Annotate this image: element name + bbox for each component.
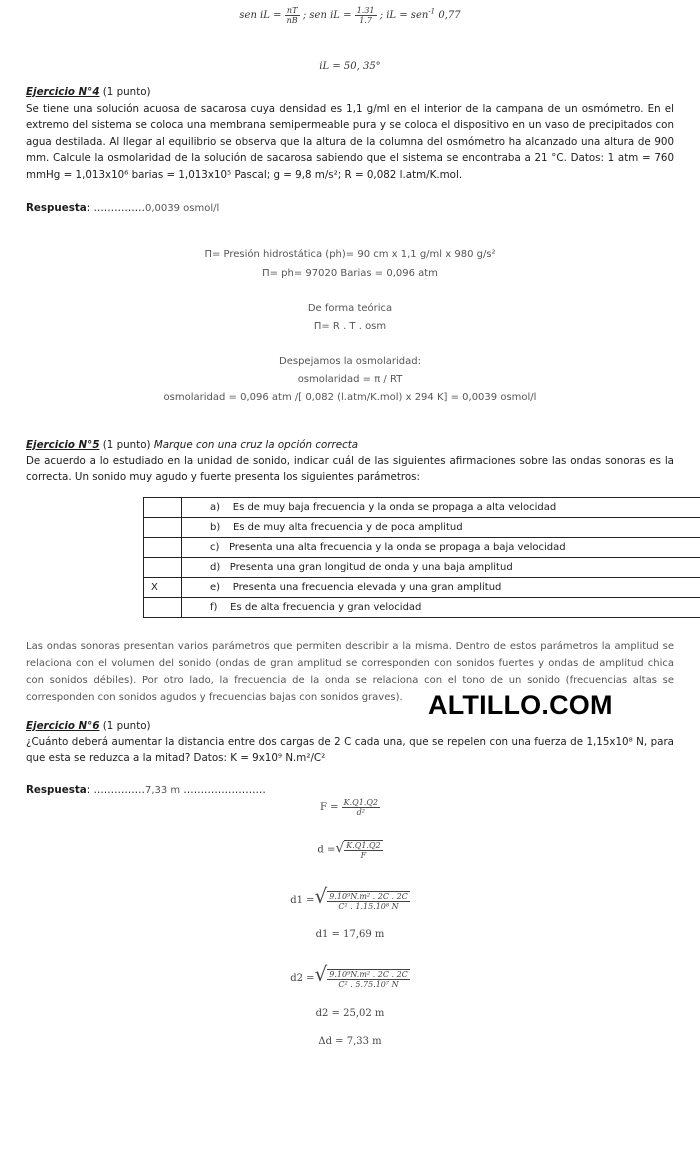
formula-text: ; iL = sen bbox=[379, 10, 429, 21]
answer-value: 0,0039 osmol/l bbox=[144, 203, 220, 214]
formula-lhs: d1 = bbox=[290, 895, 315, 906]
option-label: Presenta una gran longitud de onda y una baja amplitud bbox=[229, 562, 513, 573]
result-d1: d1 = 17,69 m bbox=[315, 929, 385, 940]
exercise-4-body: Se tiene una solución acuosa de sacarosa cuya densidad es 1,1 g/ml en el interior de la campana de un osmómetro. En el extremo del sistema se coloca una membrana semipermeable pura y se coloca el dispositivo en un vaso de precipitados con agua destilada. Al llegar al equilibrio se observa que la altura de la columna del osmómetro ha alcanzado una altura de 900 mm. Calcule la osmolaridad de la solución de sacarosa sabiendo que el sistema se encontraba a 21 °C. Datos: 1 atm = 760 mmHg = 1,013x10⁶ barias = 1,013x10⁵ Pascal; g = 9,8 m/s²; R = 0,082 l.atm/K.mol. bbox=[26, 103, 674, 181]
answer-dots: …………………… bbox=[180, 784, 266, 796]
fraction-numerator: K.Q1.Q2 bbox=[343, 798, 379, 807]
option-row[interactable] bbox=[144, 558, 700, 578]
option-letter: c) bbox=[210, 542, 220, 553]
option-row[interactable] bbox=[144, 578, 700, 598]
work-line: De forma teórica bbox=[307, 303, 393, 314]
formula-lhs: d = bbox=[317, 844, 336, 856]
work-line: Despejamos la osmolaridad: bbox=[279, 356, 421, 367]
sqrt-icon: √ bbox=[314, 884, 328, 908]
fraction-denominator: F bbox=[360, 851, 367, 860]
formula-coulomb bbox=[0, 798, 700, 817]
answer-value: 7,33 m bbox=[144, 785, 181, 796]
exercise-4-heading bbox=[26, 84, 151, 101]
option-row[interactable] bbox=[144, 598, 700, 618]
option-text bbox=[182, 598, 700, 618]
exercise-points: (1 punto) bbox=[102, 439, 151, 451]
option-row[interactable] bbox=[144, 518, 700, 538]
option-mark-cell[interactable] bbox=[144, 538, 182, 558]
fraction bbox=[344, 841, 382, 860]
option-label: Presenta una alta frecuencia y la onda se propaga a baja velocidad bbox=[228, 542, 566, 553]
work-line: Π= ph= 97020 Barias = 0,096 atm bbox=[262, 268, 438, 279]
formula-d1 bbox=[0, 884, 700, 911]
work-line: osmolaridad = 0,096 atm /[ 0,082 (l.atm/K.mol) x 294 K] = 0,0039 osmol/l bbox=[163, 392, 537, 403]
option-mark-cell[interactable] bbox=[144, 558, 182, 578]
exercise-6-body: ¿Cuánto deberá aumentar la distancia entre dos cargas de 2 C cada una, que se repelen con una fuerza de 1,15x10⁸ N, para que esta se reduzca a la mitad? Datos: K = 9x10⁹ N.m²/C² bbox=[26, 736, 674, 765]
fraction-numerator: 1.31 bbox=[356, 6, 375, 15]
option-letter: d) bbox=[210, 562, 221, 573]
exercise-points: (1 punto) bbox=[102, 720, 151, 732]
option-mark-cell[interactable] bbox=[144, 598, 182, 618]
option-text bbox=[182, 578, 700, 598]
answer-label: Respuesta bbox=[26, 202, 87, 214]
work-line: Π= R . T . osm bbox=[313, 321, 387, 332]
result-delta-d: Δd = 7,33 m bbox=[318, 1036, 382, 1047]
option-letter: f) bbox=[210, 602, 218, 613]
exercise-5-body: De acuerdo a lo estudiado en la unidad de sonido, indicar cuál de las siguientes afirmaciones sobre las ondas sonoras es la correcta. Un sonido muy agudo y fuerte presenta los siguientes parámetros: bbox=[26, 455, 674, 484]
formula-text: 0,77 bbox=[438, 10, 461, 21]
option-row[interactable] bbox=[144, 498, 700, 518]
formula-distance bbox=[0, 840, 700, 860]
exercise-5-explanation: Las ondas sonoras presentan varios parámetros que permiten describir a la misma. Dentro de estos parámetros la amplitud se relaciona con el volumen del sonido (ondas de gran amplitud se corresponden con sonidos fuertes y ondas de amplitud chica con sonidos débiles). Por otro lado, la frecuencia de la onda se relaciona con el tono de un sonido (frecuencias altas se corresponden con sonidos agudos y frecuencias bajas con sonidos graves). bbox=[26, 641, 674, 703]
fraction-numerator: K.Q1.Q2 bbox=[346, 841, 381, 850]
option-text bbox=[182, 518, 700, 538]
fraction bbox=[327, 892, 410, 911]
answer-label: Respuesta bbox=[26, 784, 87, 796]
answer-dots: : …………… bbox=[86, 784, 145, 796]
fraction-numerator: 9.10⁹N.m² . 2C . 2C bbox=[329, 969, 408, 979]
top-formula-line1 bbox=[0, 6, 700, 25]
sqrt-icon: √ bbox=[314, 962, 328, 986]
fraction-denominator: C² . 5.75.10⁷ N bbox=[338, 979, 399, 989]
option-mark-cell[interactable] bbox=[144, 518, 182, 538]
options-table bbox=[143, 497, 700, 618]
formula-text: ; sen iL = bbox=[302, 10, 352, 21]
exercise-4-answer bbox=[26, 200, 219, 218]
formula-text: sen iL = bbox=[239, 10, 282, 21]
option-letter: a) bbox=[210, 502, 221, 513]
radicand bbox=[327, 891, 410, 911]
fraction-denominator: C² . 1.15.10⁸ N bbox=[338, 901, 399, 911]
formula-d2 bbox=[0, 962, 700, 989]
fraction bbox=[285, 6, 300, 25]
work-line: Π= Presión hidrostática (ph)= 90 cm x 1,1 g/ml x 980 g/s² bbox=[204, 249, 496, 260]
superscript: -1 bbox=[428, 7, 436, 16]
fraction-numerator: 9.10⁹N.m² . 2C . 2C bbox=[329, 891, 408, 901]
option-mark-cell[interactable]: X bbox=[144, 578, 182, 598]
work-line: osmolaridad = π / RT bbox=[297, 374, 403, 385]
formula-lhs: d2 = bbox=[290, 973, 315, 984]
fraction bbox=[355, 6, 377, 25]
exercise-5-heading bbox=[26, 437, 358, 454]
sqrt-icon: √ bbox=[335, 840, 345, 857]
radicand bbox=[344, 840, 382, 860]
fraction bbox=[327, 970, 410, 989]
option-row[interactable] bbox=[144, 538, 700, 558]
exercise-title: Ejercicio N°4 bbox=[26, 86, 100, 98]
option-label: Es de muy alta frecuencia y de poca amplitud bbox=[232, 522, 463, 533]
exercise-instruction: Marque con una cruz la opción correcta bbox=[153, 439, 359, 451]
answer-dots: : …………… bbox=[86, 202, 145, 214]
fraction-numerator: nT bbox=[285, 6, 300, 16]
option-mark-cell[interactable] bbox=[144, 498, 182, 518]
option-letter: e) bbox=[210, 582, 221, 593]
option-letter: b) bbox=[210, 522, 221, 533]
result-d2: d2 = 25,02 m bbox=[315, 1008, 385, 1019]
option-text bbox=[182, 558, 700, 578]
radicand bbox=[327, 969, 410, 989]
exercise-title: Ejercicio N°6 bbox=[26, 720, 100, 732]
fraction-denominator: nB bbox=[286, 16, 298, 25]
fraction-denominator: 1.7 bbox=[359, 16, 372, 25]
option-label: Presenta una frecuencia elevada y una gran amplitud bbox=[232, 582, 502, 593]
formula-lhs: F = bbox=[319, 802, 339, 813]
option-label: Es de alta frecuencia y gran velocidad bbox=[230, 602, 422, 613]
fraction bbox=[342, 798, 380, 817]
option-label: Es de muy baja frecuencia y la onda se propaga a alta velocidad bbox=[232, 502, 557, 513]
exercise-6-answer bbox=[26, 782, 266, 800]
exercise-6-heading bbox=[26, 718, 151, 735]
altillo-logo: ALTILLO.COM bbox=[428, 690, 613, 720]
exercise-points: (1 punto) bbox=[102, 86, 151, 98]
fraction-denominator: d² bbox=[356, 808, 365, 817]
option-text bbox=[182, 498, 700, 518]
top-formula-line2: iL = 50, 35° bbox=[319, 61, 381, 72]
option-text bbox=[182, 538, 700, 558]
exercise-title: Ejercicio N°5 bbox=[26, 439, 100, 451]
